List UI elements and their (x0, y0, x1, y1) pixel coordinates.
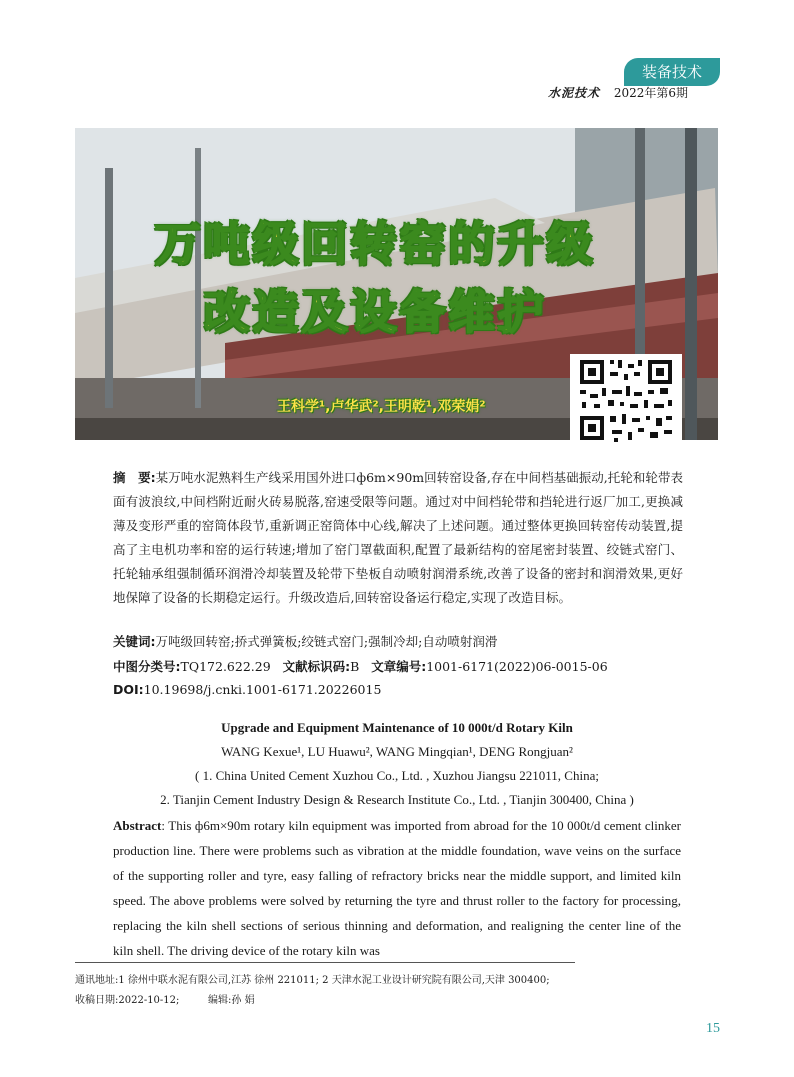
keywords-label: 关键词: (113, 634, 156, 649)
keywords-text: 万吨级回转窑;挢式弹簧板;绞链式窑门;强制冷却;自动喷射润滑 (155, 634, 498, 649)
journal-issue: 2022年第6期 (613, 86, 689, 100)
hero-title-line1: 万吨级回转窑的升级 (154, 217, 596, 271)
classification-line (113, 657, 608, 675)
qr-code-icon (570, 354, 682, 446)
abstract-label-cn: 摘 要: (113, 470, 156, 485)
hero-title-line2: 改造及设备维护 (203, 285, 547, 339)
english-abstract (113, 813, 681, 963)
article-no-label: 文章编号: (371, 659, 427, 674)
doi-line (113, 682, 381, 697)
received-date: 收稿日期:2022-10-12; (75, 995, 180, 1006)
doi-value: 10.19698/j.cnki.1001-6171.20226015 (143, 682, 382, 697)
doi-label: DOI: (113, 682, 144, 697)
english-affiliation-2: 2. Tianjin Cement Industry Design & Research Institute Co., Ltd. , Tianjin 300400, China ) (160, 792, 634, 807)
hero-authors: 王科学¹,卢华武²,王明乾¹,邓荣娟² (277, 399, 486, 415)
doccode-label: 文献标识码: (282, 659, 351, 674)
journal-name: 水泥技术 (548, 86, 601, 100)
footnote-dates (75, 991, 255, 1006)
abstract-label-en: Abstract (113, 818, 162, 833)
chinese-abstract (113, 466, 683, 610)
footnote-address: 通讯地址:1 徐州中联水泥有限公司,江苏 徐州 221011; 2 天津水泥工业设计研究院有限公司,天津 300400; (75, 975, 550, 986)
editor: 编辑:孙 娟 (208, 995, 255, 1006)
abstract-text-en: : This ф6m×90m rotary kiln equipment was imported from abroad for the 10 000t/d cement clinker production line. There were problems such as vibration at the middle foundation, wave veins on the surface of the supporting roller and tyre, easy falling of refractory bricks near the middle support, and limited kiln speed. The above problems were solved by returning the tyre and thrust roller to the factory for processing, replacing the kiln shell sections of serious thinning and deformation, and realigning the center line of the kiln shell. The driving device of the rotary kiln was (113, 818, 681, 958)
english-affiliation-1: ( 1. China United Cement Xuzhou Co., Ltd. , Xuzhou Jiangsu 221011, China; (195, 768, 599, 783)
english-authors: WANG Kexue¹, LU Huawu², WANG Mingqian¹, DENG Rongjuan² (221, 744, 573, 759)
page-number: 15 (706, 1021, 720, 1036)
clc-label: 中图分类号: (113, 659, 181, 674)
footnote-divider (75, 962, 575, 963)
section-badge: 装备技术 (624, 58, 720, 86)
english-title: Upgrade and Equipment Maintenance of 10 000t/d Rotary Kiln (221, 720, 573, 735)
doccode-value: B (350, 659, 360, 674)
keywords-line (113, 632, 497, 650)
article-no-value: 1001-6171(2022)06-0015-06 (426, 659, 608, 674)
abstract-text-cn: 某万吨水泥熟料生产线采用国外进口ф6m×90m回转窑设备,存在中间档基础振动,托轮和轮带表面有波浪纹,中间档附近耐火砖易脱落,窑速受限等问题。通过对中间档轮带和挡轮进行返厂加工,更换减薄及变形严重的窑筒体段节,重新调正窑筒体中心线,解决了上述问题。通过整体更换回转窑传动装置,提高了主电机功率和窑的运行转速;增加了窑门罩截面积,配置了最新结构的窑尾密封装置、绞链式窑门、托轮轴承组强制循环润滑冷却装置及轮带下垫板自动喷射润滑系统,改善了设备的密封和润滑效果,更好地保障了设备的长期稳定运行。升级改造后,回转窑设备运行稳定,实现了改造目标。 (113, 470, 683, 605)
journal-header (548, 84, 688, 101)
clc-value: TQ172.622.29 (180, 659, 271, 674)
